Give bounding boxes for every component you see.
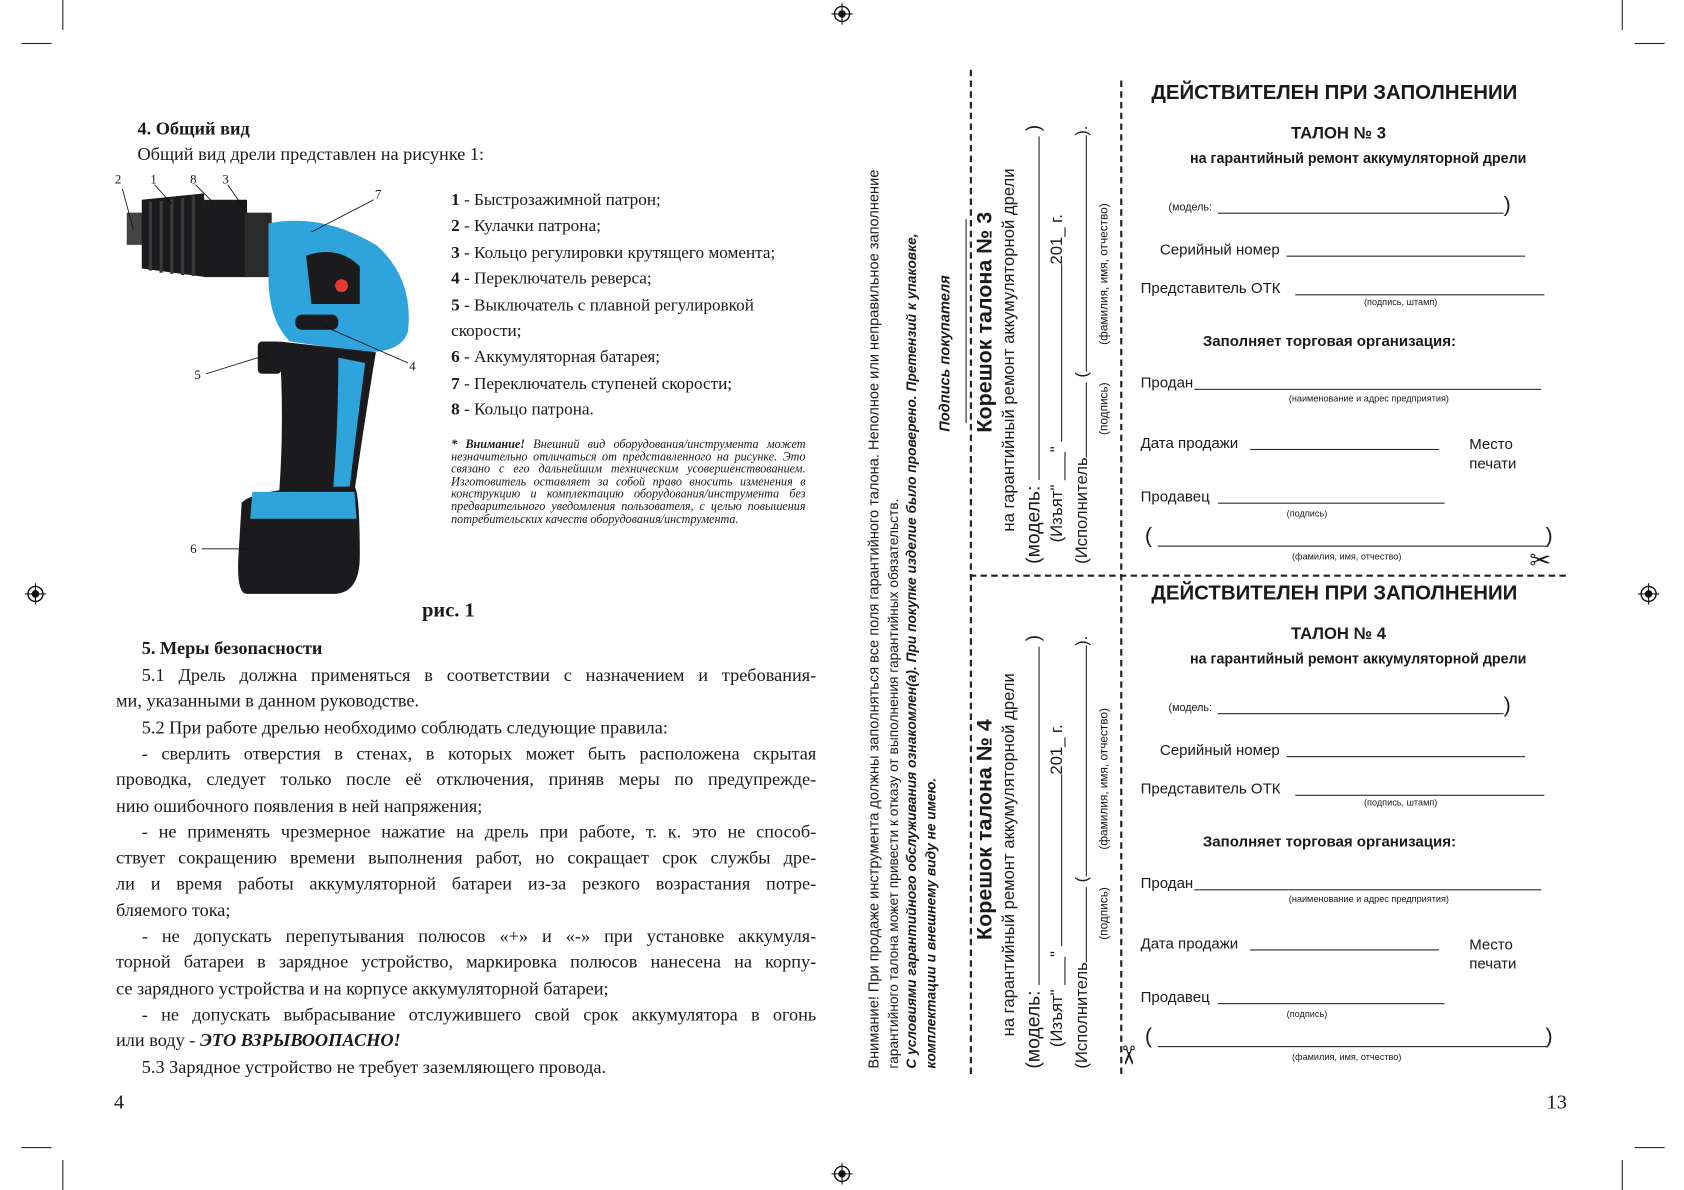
body-line: [142, 1054, 816, 1080]
legend-text: - Кольцо регулировки крутящего момента;: [459, 243, 776, 262]
callout-7: 7: [374, 186, 382, 202]
buyer-signature: [937, 67, 961, 432]
stub-title: Корешок талона № 3: [973, 211, 997, 433]
legend-number: 7: [451, 374, 460, 393]
name-hint: (фамилия, имя, отчество): [1292, 1051, 1402, 1063]
registration-mark-icon: [1638, 583, 1659, 604]
callout-3: 3: [222, 171, 229, 187]
fill-line[interactable]: [1295, 294, 1544, 295]
body-line: [142, 663, 816, 689]
body-line-text: торной батареи в зарядное устройство, маркировка полюсов нанесена на корпу-: [115, 951, 817, 973]
fill-line[interactable]: [1194, 889, 1541, 890]
stamp-place-label: Место: [1469, 434, 1513, 453]
body-line: [142, 715, 816, 741]
body-line: [116, 689, 816, 715]
coupon-title: ТАЛОН № 3: [1290, 124, 1387, 143]
body-line: [116, 950, 816, 976]
body-line: [142, 819, 816, 845]
seller-label: Продавец: [1140, 988, 1210, 1006]
body-line-text: 5.1 Дрель должна применяться в соответствии с назначением и требования-: [141, 664, 817, 686]
body-line: [116, 898, 816, 924]
notice-line: Внимание! При продаже инструмента должны заполняться все поля гарантийного талона. Неполное или неправильное заполнение: [865, 169, 882, 1069]
otk-hint: (подпись, штамп): [1363, 296, 1438, 308]
legend-item: [451, 293, 775, 319]
paren: (: [1144, 524, 1153, 548]
sold-hint: (наименование и адрес предприятия): [1288, 393, 1449, 404]
stub-removed-field[interactable]: [1045, 591, 1070, 1069]
registration-mark-icon: [25, 583, 46, 604]
body-line: [142, 1002, 816, 1028]
body-line-text: ствует сокращению времени выполнения работ, но сокращает срок службы дре-: [115, 847, 817, 868]
chuck: [127, 193, 272, 277]
callout-4: 4: [409, 358, 416, 374]
body-line: [116, 871, 816, 897]
stub-model-label: (модель:: [1022, 480, 1044, 564]
scissors-icon: ✂: [1113, 1044, 1143, 1067]
callout-5: 5: [194, 367, 201, 383]
legend-item: [451, 398, 775, 424]
stamp-place-label-2: печати: [1469, 454, 1517, 472]
stub-model-field[interactable]: (модель: ): [1022, 634, 1044, 1069]
legend-number: 2: [451, 217, 460, 236]
stub-hints: [1095, 81, 1112, 564]
page-number-left: 4: [113, 1091, 125, 1114]
model-label: (модель:: [1168, 702, 1212, 715]
paren: (: [1144, 1024, 1153, 1049]
stub-removed-label: (Изъят" ___": [1048, 946, 1067, 1048]
scissors-icon: ✂: [1529, 546, 1551, 576]
fill-line[interactable]: [1218, 213, 1504, 214]
fill-line[interactable]: [1194, 389, 1541, 390]
model-label: (модель:: [1168, 201, 1212, 214]
legend-number: 3: [451, 243, 460, 262]
registration-mark-icon: [831, 1163, 852, 1184]
notice-line: гарантийного талона может привести к отказу от выполнения гарантийных обязательств.: [884, 498, 901, 1069]
body-line-text: ми, указанными в данном руководстве.: [115, 690, 420, 712]
sold-label: Продан: [1140, 874, 1194, 892]
legend-text: - Выключатель с плавной регулировкой: [459, 296, 754, 315]
legend-item: [451, 214, 775, 240]
body-line: [142, 741, 816, 767]
parts-legend: [451, 188, 775, 424]
stub-removed-label: (Изъят" ___": [1048, 441, 1067, 543]
callout-8: 8: [190, 171, 197, 187]
body-line: [142, 924, 816, 950]
body-line-text: - не применять чрезмерное нажатие на дрель при работе, т. к. это не способ-: [141, 821, 817, 842]
legend-number: 4: [451, 269, 460, 289]
crop-mark: [1622, 1160, 1623, 1190]
stub-subtitle: [998, 591, 1022, 1069]
sold-label: Продан: [1140, 373, 1194, 391]
body-line-text: - не допускать перепутывания полюсов «+» и «-» при установке аккумуля-: [141, 925, 817, 947]
fill-line[interactable]: [1295, 795, 1544, 796]
legend-text: скорости;: [451, 322, 522, 341]
body-line: [116, 976, 816, 1002]
coupon-title: ТАЛОН № 4: [1290, 625, 1387, 644]
crop-mark: [21, 43, 51, 44]
paren: ): [1503, 693, 1511, 718]
note-label: * Внимание!: [451, 438, 526, 452]
legend-text: - Переключатель ступеней скорости;: [459, 374, 733, 393]
crop-mark: [62, 1160, 63, 1190]
legend-item: [451, 188, 775, 214]
stub-4: [972, 591, 1117, 1069]
cut-line-vertical: [1120, 81, 1122, 1074]
fill-line[interactable]: [1218, 713, 1504, 714]
otk-label: Представитель ОТК: [1140, 779, 1281, 797]
name-hint: (фамилия, имя, отчество): [1292, 550, 1402, 562]
coupon-valid-heading: ДЕЙСТВИТЕЛЕН ПРИ ЗАПОЛНЕНИИ: [1151, 81, 1518, 105]
drill-illustration: [107, 170, 429, 600]
stub-year: 201_ г.: [1048, 214, 1067, 265]
coupon-subtitle: на гарантийный ремонт аккумуляторной дрели: [1189, 650, 1527, 667]
legend-text: - Кулачки патрона;: [459, 217, 601, 236]
legend-item: [451, 371, 775, 397]
coupon-valid-heading: ДЕЙСТВИТЕЛЕН ПРИ ЗАПОЛНЕНИИ: [1151, 582, 1518, 605]
body-line-text: бляемого тока;: [115, 899, 231, 921]
notice-bold-line: комплектации и внешнему виду не имею.: [922, 777, 939, 1069]
paren: ): [1545, 524, 1553, 548]
page-number-right: 13: [1546, 1091, 1567, 1114]
body-line-text: проводка, следует только после её отключения, приняв меры по предупрежде-: [115, 769, 817, 790]
stub-removed-field[interactable]: [1045, 81, 1070, 564]
figure-caption: рис. 1: [422, 599, 475, 622]
stub-year: 201_ г.: [1048, 724, 1067, 775]
stub-executor-field[interactable]: (Исполнитель ().: [1072, 635, 1092, 1069]
stub-executor-field[interactable]: (Исполнитель ().: [1072, 125, 1092, 564]
legend-number: 1: [451, 191, 460, 210]
section-5-title: 5. Меры безопасности: [141, 637, 323, 659]
sold-hint: (наименование и адрес предприятия): [1288, 893, 1449, 905]
crop-mark: [1635, 1147, 1665, 1148]
stub-subtitle: [998, 81, 1022, 564]
body-line-text: нию ошибочного появления в ней напряжения;: [115, 795, 483, 816]
warning-emphasis: ЭТО ВЗРЫВООПАСНО!: [199, 1030, 401, 1051]
fill-line[interactable]: [1250, 449, 1439, 450]
legend-item: [451, 267, 775, 293]
registration-mark-icon: [831, 3, 852, 24]
legend-text: - Аккумуляторная батарея;: [459, 348, 661, 367]
stub-name-hint: (фамилия, имя, отчество): [1097, 203, 1111, 345]
fill-line[interactable]: [1287, 756, 1525, 757]
stub-signature-hint: (подпись): [1097, 887, 1111, 940]
fill-line[interactable]: [1218, 1003, 1445, 1004]
otk-hint: (подпись, штамп): [1363, 796, 1438, 808]
fill-line[interactable]: [1218, 503, 1445, 504]
note-text: Внешний вид оборудования/инструмента может незначительно отличаться от представленного на рисунке. Это связано с его дальнейшим техническим усовершенствованием. Изготовитель оставляет за собой право вносить изменения в конструкцию и комплектацию оборудования/инструмента без предварительного уведомления пользователя, с целью повышения потребительских качеств оборудования/инструмента.: [451, 438, 806, 526]
trade-org-heading: Заполняет торговая организация:: [1202, 331, 1457, 350]
stub-title: Корешок талона № 4: [973, 719, 997, 941]
body-line-text: 5.3 Зарядное устройство не требует заземляющего провода.: [141, 1056, 607, 1077]
buyer-signature-label: Подпись покупателя: [936, 275, 953, 432]
section-4-intro: Общий вид дрели представлен на рисунке 1:: [137, 143, 485, 165]
crop-mark: [1635, 43, 1665, 44]
callout-1: 1: [150, 171, 157, 187]
sale-date-label: Дата продажи: [1140, 433, 1239, 452]
body-line: [116, 1028, 816, 1054]
legend-number: 8: [451, 400, 460, 420]
serial-label: Серийный номер: [1159, 741, 1280, 759]
stub-model-label: (модель:: [1022, 985, 1044, 1069]
legend-item: [451, 319, 775, 345]
stub-model-field[interactable]: (модель: ): [1022, 124, 1044, 564]
callout-2: 2: [114, 171, 122, 187]
body-line-text: се зарядного устройства и на корпусе аккумуляторной батареи;: [115, 977, 609, 999]
stub-executor-label: (Исполнитель: [1072, 457, 1092, 564]
stub-subtitle-text: на гарантийный ремонт аккумуляторной дрели: [999, 673, 1019, 1037]
legend-text: - Переключатель реверса;: [459, 269, 652, 289]
stub-subtitle-text: на гарантийный ремонт аккумуляторной дрели: [999, 168, 1019, 532]
fill-line[interactable]: [1158, 546, 1547, 547]
body-line: [116, 793, 816, 819]
body-line-text: - сверлить отверстия в стенах, в которых может быть расположена скрытая: [141, 743, 817, 764]
legend-item: [451, 345, 775, 371]
stub-hints: [1095, 591, 1112, 1069]
fill-line[interactable]: [1250, 949, 1439, 950]
coupon-subtitle: на гарантийный ремонт аккумуляторной дрели: [1189, 150, 1527, 167]
fill-line[interactable]: [1158, 1046, 1547, 1047]
legend-number: 5: [451, 296, 460, 315]
body-line-text: или воду -: [115, 1030, 200, 1051]
notice-bold-line: С условиями гарантийного обслуживания ознакомлен(а). При покупке изделие было проверено. Претензий к упаковке,: [903, 233, 920, 1069]
disclaimer-note: [451, 439, 805, 526]
legend-number: 6: [451, 348, 460, 367]
serial-label: Серийный номер: [1159, 240, 1280, 258]
stamp-place-label-2: печати: [1469, 954, 1517, 972]
callout-6: 6: [190, 541, 197, 557]
stub-executor-label: (Исполнитель: [1072, 962, 1092, 1069]
legend-text: - Быстрозажимной патрон;: [459, 191, 661, 210]
crop-mark: [21, 1147, 51, 1148]
body-line-text: ли и время работы аккумуляторной батареи из-за резкого возрастания потре-: [115, 873, 817, 894]
stub-3: [972, 81, 1117, 564]
stub-name-hint: (фамилия, имя, отчество): [1097, 708, 1111, 850]
legend-text: - Кольцо патрона.: [459, 400, 594, 420]
trade-org-heading: Заполняет торговая организация:: [1202, 832, 1457, 850]
paren: ): [1503, 193, 1511, 217]
seller-hint: (подпись): [1286, 508, 1328, 519]
body-line: [116, 845, 816, 871]
crop-mark: [62, 0, 63, 30]
seller-label: Продавец: [1140, 487, 1210, 505]
buyer-signature-line[interactable]: [966, 219, 967, 423]
warranty-notice: [865, 64, 940, 1068]
paren: ): [1545, 1024, 1553, 1049]
crop-mark: [1622, 0, 1623, 30]
body-line-text: - не допускать выбрасывание отслужившего свой срок аккумулятора в огонь: [141, 1004, 817, 1025]
sale-date-label: Дата продажи: [1140, 934, 1239, 952]
seller-hint: (подпись): [1286, 1008, 1328, 1020]
stub-signature-hint: (подпись): [1097, 382, 1111, 435]
cut-line-horizontal: [970, 575, 1566, 577]
stamp-place-label: Место: [1469, 935, 1513, 953]
legend-item: [451, 240, 775, 266]
section-4-title: 4. Общий вид: [137, 118, 250, 139]
body-line: [116, 767, 816, 793]
fill-line[interactable]: [1287, 256, 1525, 257]
otk-label: Представитель ОТК: [1140, 279, 1281, 297]
body-line-text: 5.2 При работе дрелью необходимо соблюдать следующие правила:: [141, 716, 668, 738]
